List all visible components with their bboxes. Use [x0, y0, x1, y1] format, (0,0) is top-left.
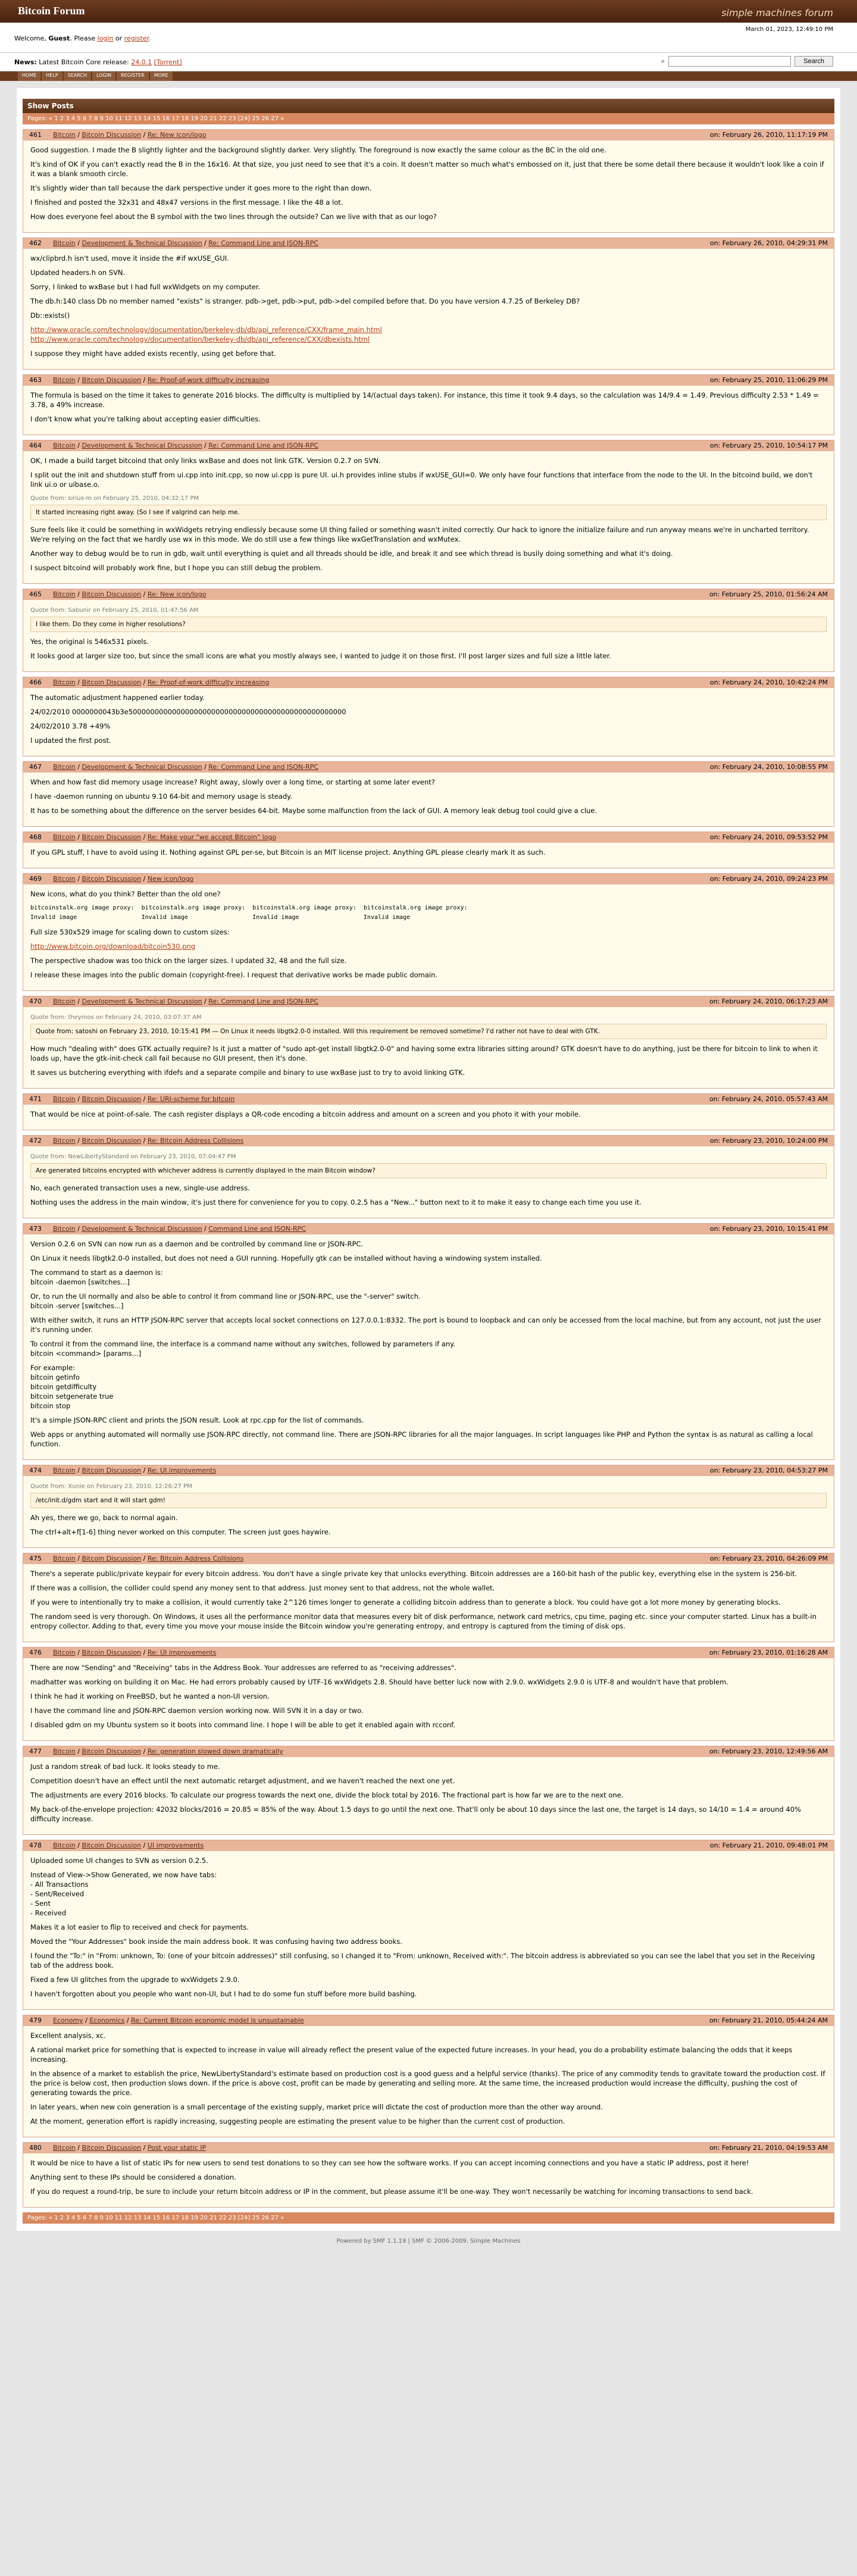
main-content [17, 88, 840, 2231]
post [23, 2142, 834, 2208]
post-body [23, 1851, 834, 2009]
post [23, 873, 834, 991]
news-text: News: Latest Bitcoin Core release: 24.0.1 [Torrent] [14, 58, 182, 66]
post-date: on: February 21, 2010, 09:48:01 PM [709, 1842, 828, 1849]
post-date: on: February 24, 2010, 10:42:24 PM [709, 679, 828, 686]
post-header: 463 Bitcoin / Bitcoin Discussion / Re: Proof-of-work difficulty increasing on: February 25, 2010, 11:06:29 PM [23, 375, 834, 386]
subboard-link[interactable]: Development & Technical Discussion [82, 998, 202, 1005]
post-paragraph: There's a seperate public/private keypair for every bitcoin address. You don't have a single private key that unlocks everything. Bitcoin addresses are a 160-bit hash of the public key, everything else in the system is 256-bit. [30, 1570, 797, 1578]
post-paragraph: I haven't forgotten about you people who want non-UI, but I had to do some fun stuff before more build bashing. [30, 1990, 417, 1998]
post-paragraph: Web apps or anything automated will normally use JSON-RPC directly, not command line. There are JSON-RPC libraries for all the major languages. In script languages like PHP and Python the syntax is as natural as calling a local function. [30, 1430, 813, 1448]
post-paragraph: It's a simple JSON-RPC client and prints the JSON result. Look at rpc.cpp for the list of commands. [30, 1416, 364, 1424]
post-paragraph: It looks good at larger size too, but since the small icons are what you mostly always see, I wanted to judge it on those first. I'll post larger sizes and full size a little later. [30, 652, 611, 660]
board-link[interactable]: Bitcoin [53, 1137, 76, 1145]
post-body [23, 773, 834, 826]
post-paragraph: It would be nice to have a list of static IPs for new users to send test donations to so they can see how the software works. If you can accept incoming connections and you have a static IP address, post it here! [30, 2159, 749, 2167]
post-paragraph: Competition doesn't have an effect until the next automatic retarget adjustment, and we haven't reached the next one yet. [30, 1777, 455, 1785]
post-header: 468 Bitcoin / Bitcoin Discussion / Re: Make your "we accept Bitcoin" logo on: February 24, 2010, 09:53:52 PM [23, 832, 834, 843]
board-link[interactable]: Bitcoin [53, 2144, 76, 2152]
post-paragraph: I found the "To:" in "From: unknown, To: (one of your bitcoin addresses)" still confusing, so I changed it to "From: unknown, Received with:". The bitcoin address is abbreviated so you can see the label that you set in the Receiving tab of the address book. [30, 1952, 815, 1969]
image-proxy-placeholder: bitcoinstalk.org image proxy: bitcoinstalk.org image proxy: bitcoinstalk.org image proxy: bitcoinstalk.org image proxy: Invalid image Invalid image Invalid image Invalid image [30, 905, 468, 921]
post-paragraph: It has to be something about the difference on the server besides 64-bit. Maybe some malfunction from the lack of GUI. A memory leak debug tool could give a clue. [30, 806, 598, 815]
post-number: 469 [29, 875, 42, 883]
post-body [23, 2026, 834, 2137]
post-header: 476 Bitcoin / Bitcoin Discussion / Re: UI improvements on: February 23, 2010, 01:16:28 AM [23, 1647, 834, 1658]
board-link[interactable]: Bitcoin [53, 1842, 76, 1849]
quote-block: Quote from: satoshi on February 23, 2010, 10:15:41 PM — On Linux it needs libgtk2.0-0 installed. Will this requirement be removed sometime? I'd rather not have to deal with GTK. [30, 1024, 827, 1039]
post-body [23, 1234, 834, 1459]
post [23, 129, 834, 233]
post-date: on: February 21, 2010, 05:44:24 AM [709, 2017, 828, 2024]
post-header: 477 Bitcoin / Bitcoin Discussion / Re: generation slowed down dramatically on: February 23, 2010, 12:49:56 AM [23, 1746, 834, 1757]
post-date: on: February 24, 2010, 09:53:52 PM [709, 833, 828, 841]
post-header: 464 Bitcoin / Development & Technical Discussion / Re: Command Line and JSON-RPC on: February 25, 2010, 10:54:17 PM [23, 440, 834, 451]
post-body [23, 249, 834, 369]
post [23, 1465, 834, 1548]
topic-link[interactable]: Re: UI improvements [147, 1649, 217, 1656]
post-paragraph: It saves us butchering everything with ifdefs and a separate compile and binary to use wxBase just to try to avoid linking GTK. [30, 1068, 465, 1077]
board-link[interactable]: Bitcoin [53, 442, 76, 449]
search-icon: ⌕ [661, 57, 665, 65]
post-date: on: February 24, 2010, 09:24:23 PM [709, 875, 828, 883]
post-number: 471 [29, 1095, 42, 1103]
post-paragraph: Uploaded some UI changes to SVN as version 0.2.5. [30, 1856, 208, 1865]
post-number: 476 [29, 1649, 42, 1656]
post-paragraph: Anything sent to these IPs should be considered a donation. [30, 2173, 236, 2181]
forum-title[interactable]: Bitcoin Forum [18, 5, 85, 17]
post-paragraph: Sure feels like it could be something in wxWidgets retrying endlessly because some UI thing failed or something wasn't inited correctly. Our hack to ignore the initialize failure and run anyway means we're in uncharted territory. We're relying on the fact that we hardly use wx in this mode. We do still use a few things like wxGetTranslation and wxMutex. [30, 526, 809, 543]
post-paragraph: Instead of View->Show Generated, we now have tabs: - All Transactions - Sent/Received - Sent - Received [30, 1871, 217, 1917]
subboard-link[interactable]: Development & Technical Discussion [82, 1225, 202, 1233]
post-paragraph: The command to start as a daemon is: bitcoin -daemon [switches...] [30, 1268, 163, 1286]
post-link[interactable]: http://www.oracle.com/technology/documentation/berkeley-db/db/api_reference/CXX/dbexists.html [30, 335, 370, 343]
post-number: 473 [29, 1225, 42, 1233]
topic-link[interactable]: Re: Command Line and JSON-RPC [208, 763, 319, 771]
main-menu [0, 71, 857, 81]
post-header: 473 Bitcoin / Development & Technical Discussion / Command Line and JSON-RPC on: February 23, 2010, 10:15:41 PM [23, 1224, 834, 1234]
post-paragraph: Yes, the original is 546x531 pixels. [30, 637, 149, 646]
post-number: 480 [29, 2144, 42, 2152]
post-paragraph: I have -daemon running on ubuntu 9.10 64-bit and memory usage is steady. [30, 792, 292, 801]
post [23, 1093, 834, 1130]
post-body [23, 1476, 834, 1548]
post-paragraph: Or, to run the UI normally and also be able to control it from command line or JSON-RPC, use the "-server" switch. bitcoin -server [switches...] [30, 1292, 421, 1310]
subboard-link[interactable]: Development & Technical Discussion [82, 239, 202, 247]
post-paragraph: If you do request a round-trip, be sure to include your return bitcoin address or IP in the comment, but please assume it'll be one-way. They won't necessarily be watching for incoming transactions to send back. [30, 2187, 753, 2196]
login-link[interactable]: login [97, 35, 114, 42]
subboard-link[interactable]: Bitcoin Discussion [82, 590, 142, 598]
post-paragraph: For example: bitcoin getinfo bitcoin getdifficulty bitcoin setgenerate true bitcoin stop [30, 1364, 114, 1410]
board-link[interactable]: Bitcoin [53, 1225, 76, 1233]
post [23, 1746, 834, 1835]
post-header: 461 Bitcoin / Bitcoin Discussion / Re: New icon/logo on: February 26, 2010, 11:17:19 PM [23, 130, 834, 140]
post-paragraph: Db::exists() [30, 311, 70, 320]
topic-link[interactable]: New icon/logo [147, 875, 194, 883]
board-link[interactable]: Bitcoin [53, 239, 76, 247]
post-paragraph: It's kind of OK if you can't exactly read the B in the 16x16. At that size, you just need to see that it's a coin. It doesn't matter so much what's embossed on it, just that there be some detail there because it wouldn't look like a coin if it was a blank smooth circle. [30, 160, 824, 178]
post-date: on: February 23, 2010, 04:26:09 PM [709, 1555, 828, 1562]
board-link[interactable]: Bitcoin [53, 998, 76, 1005]
topic-link[interactable]: Post your static IP [147, 2144, 207, 2152]
post-paragraph: I have the command line and JSON-RPC daemon version working now. Will SVN it in a day or two. [30, 1706, 364, 1715]
quote-block: /etc/init.d/gdm start and it will start gdm! [30, 1493, 827, 1508]
post-header: 474 Bitcoin / Bitcoin Discussion / Re: UI improvements on: February 23, 2010, 04:53:27 PM [23, 1465, 834, 1476]
post-paragraph: The formula is based on the time it takes to generate 2016 blocks. The difficulty is multiplied by 14/(actual days taken). For instance, this time it took 9.4 days, so the calculation was 14/9.4 = 1.49. Previous difficulty 2.53 * 1.49 = 3.78, a 49% increase. [30, 391, 819, 409]
post [23, 440, 834, 584]
post-header: 462 Bitcoin / Development & Technical Discussion / Re: Command Line and JSON-RPC on: February 26, 2010, 04:29:31 PM [23, 238, 834, 249]
board-link[interactable]: Economy [53, 2017, 83, 2024]
post-number: 466 [29, 679, 42, 686]
post-body [23, 1146, 834, 1218]
quote-block: I like them. Do they come in higher resolutions? [30, 617, 827, 632]
topic-link[interactable]: Re: Bitcoin Address Collisions [147, 1555, 244, 1562]
post-number: 462 [29, 239, 42, 247]
pagination-top[interactable]: Pages: « 1 2 3 4 5 6 7 8 9 10 11 12 13 14 15 16 17 18 19 20 21 22 23 [24] 25 26 27 » [23, 113, 834, 124]
post-paragraph: Just a random streak of bad luck. It looks steady to me. [30, 1762, 220, 1771]
subboard-link[interactable]: Bitcoin Discussion [82, 1747, 142, 1755]
menu-item-home[interactable]: HOME [18, 71, 40, 81]
post-date: on: February 24, 2010, 05:57:43 AM [709, 1095, 828, 1103]
show-posts-title: Show Posts [27, 102, 74, 110]
post-number: 472 [29, 1137, 42, 1145]
topic-link[interactable]: Re: Proof-of-work difficulty increasing [147, 376, 270, 384]
post-body [23, 386, 834, 434]
post-paragraph: On Linux it needs libgtk2.0-0 installed, but does not need a GUI running. Hopefully gtk can be installed without having a windowing system installed. [30, 1254, 542, 1262]
post-paragraph: How does everyone feel about the B symbol with the two lines through the outside? Can we live with that as our logo? [30, 212, 437, 221]
topic-link[interactable]: Re: UI improvements [147, 1467, 217, 1474]
footer: Powered by SMF 1.1.19 | SMF © 2006-2009, Simple Machines [336, 2238, 521, 2244]
post-paragraph: 24/02/2010 0000000043b3e50000000000000000000000000000000000000000000000000 [30, 708, 346, 716]
board-link[interactable]: Bitcoin [53, 875, 76, 883]
post-paragraph: The perspective shadow was too thick on the larger sizes. I updated 32, 48 and the full size. [30, 956, 347, 965]
post [23, 237, 834, 370]
post-body [23, 1658, 834, 1740]
post-paragraph: In later years, when new coin generation is a small percentage of the existing supply, market price will dictate the cost of production more than the other way around. [30, 2103, 603, 2111]
post-body [23, 451, 834, 583]
post-header: 480 Bitcoin / Bitcoin Discussion / Post your static IP on: February 21, 2010, 04:19:53 AM [23, 2143, 834, 2153]
board-link[interactable]: Bitcoin [53, 679, 76, 686]
topic-link[interactable]: Re: URI-scheme for bitcoin [147, 1095, 235, 1103]
post-paragraph: Version 0.2.6 on SVN can now run as a daemon and be controlled by command line or JSON-RPC. [30, 1240, 364, 1248]
quote-block: Are generated bitcoins encrypted with whichever address is currently displayed in the main Bitcoin window? [30, 1163, 827, 1178]
post-date: on: February 25, 2010, 11:06:29 PM [709, 376, 828, 384]
post-header: 471 Bitcoin / Bitcoin Discussion / Re: URI-scheme for bitcoin on: February 24, 2010, 05:57:43 AM [23, 1094, 834, 1105]
post-paragraph: Full size 530x529 image for scaling down to custom sizes: [30, 928, 230, 936]
post [23, 1135, 834, 1218]
post-body [23, 140, 834, 232]
post [23, 1223, 834, 1460]
post-body [23, 1757, 834, 1834]
post-paragraph: Moved the "Your Addresses" book inside the main address book. It was confusing having two address books. [30, 1937, 402, 1946]
post-paragraph: I don't know what you're talking about accepting easier difficulties. [30, 415, 261, 423]
post [23, 1647, 834, 1741]
forum-header [0, 0, 857, 23]
board-link[interactable]: Bitcoin [53, 1467, 76, 1474]
topic-link[interactable]: Re: Command Line and JSON-RPC [208, 239, 319, 247]
post-number: 474 [29, 1467, 42, 1474]
topic-link[interactable]: Re: Proof-of-work difficulty increasing [147, 679, 270, 686]
board-link[interactable]: Bitcoin [53, 1747, 76, 1755]
release-link[interactable]: 24.0.1 [131, 58, 152, 66]
post-paragraph: I split out the init and shutdown stuff from ui.cpp into init.cpp, so now ui.cpp is pure UI. ui.h provides inline stubs if wxUSE_GUI=0. We only have four functions that interface from the node to the UI. In the bitcoind build, we don't link ui.o or uibase.o. [30, 471, 813, 489]
post-header: 475 Bitcoin / Bitcoin Discussion / Re: Bitcoin Address Collisions on: February 23, 2010, 04:26:09 PM [23, 1553, 834, 1564]
post-number: 464 [29, 442, 42, 449]
post-paragraph: I updated the first post. [30, 736, 111, 745]
post-number: 475 [29, 1555, 42, 1562]
menu-item-more[interactable]: MORE [150, 71, 173, 81]
post-paragraph: When and how fast did memory usage increase? Right away, slowly over a long time, or starting at some later event? [30, 778, 435, 786]
user-bar [0, 23, 857, 53]
post-date: on: February 24, 2010, 10:08:55 PM [709, 763, 828, 771]
post-number: 463 [29, 376, 42, 384]
post-date: on: February 23, 2010, 04:53:27 PM [709, 1467, 828, 1474]
post-paragraph: If you were to intentionally try to make a collision, it would currently take 2^126 times longer to generate a colliding bitcoin address than to generate a block. You could have got a lot more money by generating blocks. [30, 1598, 781, 1606]
post-paragraph: To control it from the command line, the interface is a command name without any switches, followed by parameters if any. bitcoin <command> [params...] [30, 1340, 455, 1358]
post-paragraph: The random seed is very thorough. On Windows, it uses all the performance monitor data that measures every bit of disk performance, network card metrics, cpu time, paging etc. since your computer started. Linux has a built-in entropy collector. Adding to that, every time you move your mouse inside the Bitcoin window you're generating entropy, and entropy is captured from the timing of disk ops. [30, 1612, 817, 1630]
post-header: 469 Bitcoin / Bitcoin Discussion / New icon/logo on: February 24, 2010, 09:24:23 PM [23, 874, 834, 884]
post-paragraph: It's slightly wider than tall because the dark perspective under it goes more to the right than down. [30, 184, 372, 192]
posts-list [23, 129, 834, 2208]
post-header: 465 Bitcoin / Bitcoin Discussion / Re: New icon/logo on: February 25, 2010, 01:56:24 AM [23, 589, 834, 600]
post-paragraph: My back-of-the-envelope projection: 42032 blocks/2016 = 20.85 = 85% of the way. About 1.5 days to go until the next one. That'll only be about 10 days since the last one, the target is 14 days, so 14/10 = 1.4 = around 40% difficulty increase. [30, 1805, 801, 1823]
post-paragraph: wx/clipbrd.h isn't used, move it inside the #if wxUSE_GUI. [30, 254, 229, 262]
post-paragraph: Excellent analysis, xc. [30, 2031, 106, 2040]
subboard-link[interactable]: Bitcoin Discussion [82, 2144, 142, 2152]
post-number: 467 [29, 763, 42, 771]
post-paragraph: If there was a collision, the collider could spend any money sent to that address. Just money sent to that address, not the whole wallet. [30, 1584, 495, 1592]
current-datetime: March 01, 2023, 12:49:10 PM [745, 26, 833, 33]
search-form [661, 56, 833, 67]
post-header: 472 Bitcoin / Bitcoin Discussion / Re: Bitcoin Address Collisions on: February 23, 2010, 10:24:00 PM [23, 1136, 834, 1146]
post-paragraph: I think he had it working on FreeBSD, but he wanted a non-UI version. [30, 1692, 270, 1700]
news-bar [0, 53, 857, 71]
post-paragraph: I finished and posted the 32x31 and 48x47 versions in the first message. I like the 48 a lot. [30, 198, 343, 207]
post-body [23, 1007, 834, 1088]
post [23, 677, 834, 756]
topic-link[interactable]: Re: generation slowed down dramatically [147, 1747, 283, 1755]
post-paragraph: Updated headers.h on SVN. [30, 268, 126, 277]
smf-logo: simple machines forum [721, 7, 833, 18]
subboard-link[interactable]: Bitcoin Discussion [82, 1095, 142, 1103]
quote-header[interactable]: Quote from: NewLibertyStandard on February 23, 2010, 07:04:47 PM [30, 1153, 236, 1160]
board-link[interactable]: Bitcoin [53, 1555, 76, 1562]
post-paragraph: I suppose they might have added exists recently, using get before that. [30, 349, 276, 358]
post-body [23, 688, 834, 756]
post [23, 374, 834, 435]
post-number: 461 [29, 131, 42, 139]
post-body [23, 884, 834, 990]
subboard-link[interactable]: Development & Technical Discussion [82, 442, 202, 449]
post-paragraph: OK, I made a build target bitcoind that only links wxBase and does not link GTK. Version 0.2.7 on SVN. [30, 457, 381, 465]
board-link[interactable]: Bitcoin [53, 131, 76, 139]
post-number: 477 [29, 1747, 42, 1755]
post-number: 470 [29, 998, 42, 1005]
post-paragraph: Sorry, I linked to wxBase but I had full wxWidgets on my computer. [30, 283, 261, 291]
post-paragraph: Makes it a lot easier to flip to received and check for payments. [30, 1923, 249, 1931]
subboard-link[interactable]: Bitcoin Discussion [82, 1842, 142, 1849]
subboard-link[interactable]: Development & Technical Discussion [82, 763, 202, 771]
post-body [23, 600, 834, 671]
post-header: 466 Bitcoin / Bitcoin Discussion / Re: Proof-of-work difficulty increasing on: February 24, 2010, 10:42:24 PM [23, 677, 834, 688]
search-input[interactable] [668, 56, 791, 67]
subboard-link[interactable]: Bitcoin Discussion [82, 1555, 142, 1562]
menu-item-register[interactable]: REGISTER [117, 71, 149, 81]
post-paragraph: The ctrl+alt+f[1-6] thing never worked on this computer. The screen just goes haywire. [30, 1528, 331, 1536]
post-date: on: February 26, 2010, 04:29:31 PM [709, 239, 828, 247]
subboard-link[interactable]: Bitcoin Discussion [82, 679, 142, 686]
subboard-link[interactable]: Bitcoin Discussion [82, 875, 142, 883]
board-link[interactable]: Bitcoin [53, 1095, 76, 1103]
topic-link[interactable]: Re: Make your "we accept Bitcoin" logo [147, 833, 277, 841]
post-paragraph: With either switch, it runs an HTTP JSON-RPC server that accepts local socket connections on 127.0.0.1:8332. The port is bound to loopback and can only be accessed from the local machine, but from any account, not just the user it's running under. [30, 1316, 821, 1334]
post-paragraph: Nothing uses the address in the main window, it's just there for convenience for you to copy. 0.2.5 has a "New..." button next to it to make it easy to change each time you use it. [30, 1198, 642, 1206]
post-body [23, 843, 834, 868]
post-paragraph: I disabled gdm on my Ubuntu system so it boots into command line. I hope I will be able to get it enabled again with rcconf. [30, 1721, 455, 1729]
post-paragraph: Good suggestion. I made the B slightly lighter and the background slightly darker. Very slightly. The foreground is now exactly the same colour as the BC in the old one. [30, 146, 606, 154]
post-paragraph: At the moment, generation effort is rapidly increasing, suggesting people are estimating the present value to be higher than the current cost of production. [30, 2117, 565, 2125]
quote-header[interactable]: Quote from: theymos on February 24, 2010, 03:07:37 AM [30, 1014, 202, 1021]
topic-link[interactable]: Re: Command Line and JSON-RPC [208, 998, 319, 1005]
quote-header[interactable]: Quote from: Sabunir on February 25, 2010, 01:47:56 AM [30, 607, 199, 614]
post-paragraph: No, each generated transaction uses a new, single-use address. [30, 1184, 250, 1192]
post-date: on: February 21, 2010, 04:19:53 AM [709, 2144, 828, 2152]
subboard-link[interactable]: Bitcoin Discussion [82, 1467, 142, 1474]
post-date: on: February 23, 2010, 12:49:56 AM [709, 1747, 828, 1755]
post-paragraph: There are now "Sending" and "Receiving" tabs in the Address Book. Your addresses are referred to as "receiving addresses". [30, 1664, 456, 1672]
post [23, 996, 834, 1089]
torrent-link[interactable]: [Torrent] [154, 58, 182, 66]
post-body [23, 1564, 834, 1642]
post-paragraph: In the absence of a market to establish the price, NewLibertyStandard's estimate based on production cost is a good guess and a helpful service (thanks). The price of any commodity tends to gravitate toward the production cost. If the price is below cost, then production slows down. If the price is above cost, profit can be made by generating and selling more. At the same time, the increased production would increase the difficulty, pushing the cost of generating towards the price. [30, 2069, 825, 2097]
topic-link[interactable]: Re: Current Bitcoin economic model is unsustainable [131, 2017, 304, 2024]
post-number: 478 [29, 1842, 42, 1849]
post-paragraph: I suspect bitcoind will probably work fine, but I hope you can still debug the problem. [30, 564, 323, 572]
menu-item-login[interactable]: LOGIN [92, 71, 115, 81]
post-date: on: February 23, 2010, 10:24:00 PM [709, 1137, 828, 1145]
topic-link[interactable]: Re: Bitcoin Address Collisions [147, 1137, 244, 1145]
post-paragraph: madhatter was working on building it on Mac. He had errors probably caused by UTF-16 wxWidgets 2.8. Should have better luck now with 2.9.0. wxWidgets 2.9.0 is UTF-8 and wouldn't have that problem. [30, 1678, 728, 1686]
post-paragraph: A rational market price for something that is expected to increase in value will already reflect the present value of the expected future increases. In your head, you do a probability estimate balancing the odds that it keeps increasing. [30, 2046, 793, 2064]
post-paragraph: I release these images into the public domain (copyright-free). I request that derivative works be made public domain. [30, 971, 438, 979]
board-link[interactable]: Bitcoin [53, 833, 76, 841]
welcome-message: Welcome, Guest. Please login or register. [14, 35, 151, 42]
post [23, 1840, 834, 2010]
post-number: 468 [29, 833, 42, 841]
post-link[interactable]: http://www.oracle.com/technology/documentation/berkeley-db/db/api_reference/CXX/frame_main.html [30, 326, 382, 334]
menu-item-search[interactable]: SEARCH [64, 71, 91, 81]
search-button[interactable]: Search [795, 56, 833, 67]
topic-link[interactable]: Re: Command Line and JSON-RPC [208, 442, 319, 449]
post-date: on: February 26, 2010, 11:17:19 PM [709, 131, 828, 139]
subboard-link[interactable]: Bitcoin Discussion [82, 833, 142, 841]
pagination-bottom[interactable]: Pages: « 1 2 3 4 5 6 7 8 9 10 11 12 13 14 15 16 17 18 19 20 21 22 23 [24] 25 26 27 » [23, 2212, 834, 2224]
board-link[interactable]: Bitcoin [53, 590, 76, 598]
topic-link[interactable]: Re: New icon/logo [147, 131, 207, 139]
quote-block: It started increasing right away. (So I see if valgrind can help me. [30, 505, 827, 520]
post-body [23, 2153, 834, 2207]
post-paragraph: New icons, what do you think? Better than the old one? [30, 890, 221, 898]
post-paragraph: The automatic adjustment happened earlier today. [30, 693, 205, 702]
post-number: 479 [29, 2017, 42, 2024]
board-link[interactable]: Bitcoin [53, 1649, 76, 1656]
post-paragraph: How much "dealing with" does GTK actually require? Is it just a matter of "sudo apt-get install libgtk2.0-0" and having some extra libraries sitting around? GTK doesn't have to do anything, just be there for bitcoin to link to when it loads up, have the gtk-init-check call fail because no GUI present, then it's done. [30, 1045, 818, 1062]
post-paragraph: Another way to debug would be to run in gdb, wait until everything is quiet and all threads should be idle, and break it and see which thread is busily doing something and what it's doing. [30, 549, 673, 558]
topic-link[interactable]: UI improvements [147, 1842, 204, 1849]
post-header: 478 Bitcoin / Bitcoin Discussion / UI improvements on: February 21, 2010, 09:48:01 PM [23, 1840, 834, 1851]
post-paragraph: The db.h:140 class Db no member named "exists" is stranger. pdb->get, pdb->put, pdb->del compiled before that. Do you have version 4.7.25 of Berkeley DB? [30, 297, 580, 305]
quote-header[interactable]: Quote from: Xunie on February 23, 2010, 12:26:27 PM [30, 1483, 192, 1490]
post-header: 479 Economy / Economics / Re: Current Bitcoin economic model is unsustainable on: February 21, 2010, 05:44:24 AM [23, 2015, 834, 2026]
post-date: on: February 25, 2010, 10:54:17 PM [709, 442, 828, 449]
subboard-link[interactable]: Economics [89, 2017, 125, 2024]
subboard-link[interactable]: Bitcoin Discussion [82, 1649, 142, 1656]
post-paragraph: The adjustments are every 2016 blocks. To calculate our progress towards the next one, divide the block total by 2016. The fractional part is how far we are to the next one. [30, 1791, 624, 1799]
post [23, 761, 834, 827]
post-number: 465 [29, 590, 42, 598]
post-body [23, 1105, 834, 1130]
post-paragraph: That would be nice at point-of-sale. The cash register displays a QR-code encoding a bitcoin address and amount on a screen and you photo it with your mobile. [30, 1110, 581, 1118]
post [23, 1553, 834, 1642]
post-paragraph: Fixed a few UI glitches from the upgrade to wxWidgets 2.9.0. [30, 1975, 240, 1984]
topic-link[interactable]: Re: New icon/logo [147, 590, 207, 598]
post [23, 831, 834, 868]
post-date: on: February 24, 2010, 06:17:23 AM [709, 998, 828, 1005]
subboard-link[interactable]: Bitcoin Discussion [82, 1137, 142, 1145]
post-link[interactable]: http://www.bitcoin.org/download/bitcoin530.png [30, 942, 196, 951]
subboard-link[interactable]: Bitcoin Discussion [82, 376, 142, 384]
post [23, 2015, 834, 2137]
post-header: 470 Bitcoin / Development & Technical Discussion / Re: Command Line and JSON-RPC on: February 24, 2010, 06:17:23 AM [23, 996, 834, 1007]
post-paragraph: Ah yes, there we go, back to normal again. [30, 1514, 178, 1522]
post-date: on: February 23, 2010, 10:15:41 PM [709, 1225, 828, 1233]
post-header: 467 Bitcoin / Development & Technical Discussion / Re: Command Line and JSON-RPC on: February 24, 2010, 10:08:55 PM [23, 762, 834, 773]
post-paragraph: If you GPL stuff, I have to avoid using it. Nothing against GPL per-se, but Bitcoin is an MIT license project. Anything GPL please clearly mark it as such. [30, 848, 546, 856]
subboard-link[interactable]: Bitcoin Discussion [82, 131, 142, 139]
quote-header[interactable]: Quote from: sirius-m on February 25, 2010, 04:32:17 PM [30, 495, 199, 502]
post [23, 589, 834, 672]
register-link[interactable]: register [124, 35, 149, 42]
board-link[interactable]: Bitcoin [53, 376, 76, 384]
post-paragraph: 24/02/2010 3.78 +49% [30, 722, 111, 730]
post-date: on: February 23, 2010, 01:16:28 AM [709, 1649, 828, 1656]
category-header [23, 99, 834, 113]
topic-link[interactable]: Command Line and JSON-RPC [208, 1225, 306, 1233]
post-date: on: February 25, 2010, 01:56:24 AM [709, 590, 828, 598]
board-link[interactable]: Bitcoin [53, 763, 76, 771]
menu-item-help[interactable]: HELP [42, 71, 62, 81]
